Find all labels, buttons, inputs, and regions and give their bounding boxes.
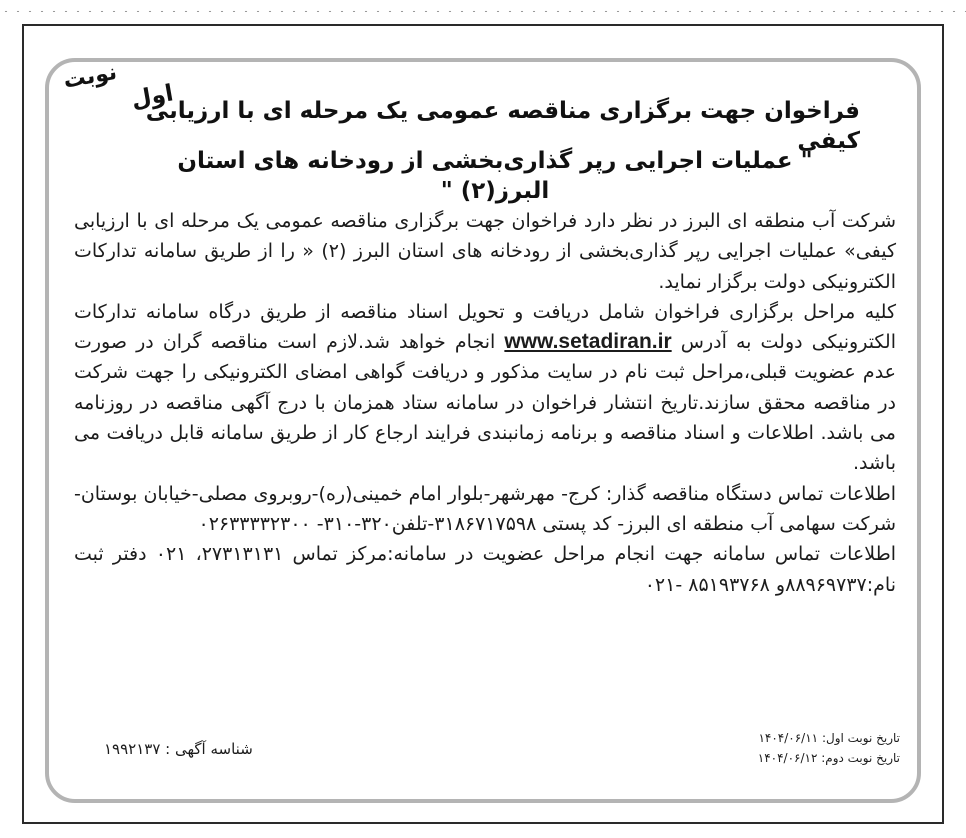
paragraph-contact-system: اطلاعات تماس سامانه جهت انجام مراحل عضویت در سامانه:مرکز تماس ۲۷۳۱۳۱۳۱، ۰۲۱ دفتر ثبت نام:۸۸۹۶۹۷۳۷و ۸۵۱۹۳۷۶۸ -۰۲۱ — [74, 543, 897, 596]
website-link[interactable]: www.setadiran.ir — [504, 330, 672, 354]
paragraph-contact-organizer: اطلاعات تماس دستگاه مناقصه گذار: کرج- مهرشهر-بلوار امام خمینی(ره)-روبروی مصلی-خیابان بوستان- شرکت سهامی آب منطقه ای البرز- کد پستی ۳۱۸۶۷۱۷۵۹۸-تلفن۳۲۰-۳۱۰- ۰۲۶۳۳۳۳۲۳۰۰ — [74, 482, 896, 535]
procedure-text-before: کلیه مراحل برگزاری فراخوان شامل دریافت و تحویل اسناد مناقصه از طریق درگاه سامانه تدارکات الکترونیکی دولت به آدرس — [74, 300, 896, 354]
stamp-word-first: اول — [129, 80, 176, 114]
second-publication-date: تاریخ نوبت دوم: ۱۴۰۴/۰۶/۱۲ — [757, 751, 900, 765]
paragraph-intro: شرکت آب منطقه ای البرز در نظر دارد فراخوان جهت برگزاری مناقصه عمومی یک مرحله ای با ارزیابی کیفی» عملیات اجرایی رپر گذاری‌بخشی از رودخانه های استان البرز (۲) « را از طریق سامانه تدارکات الکترونیکی دولت برگزار نماید. — [74, 210, 896, 293]
procedure-text-after: انجام خواهد شد.لازم است مناقصه گران در صورت عدم عضویت قبلی،مراحل ثبت نام در سایت مذکور و دریافت گواهی امضای الکترونیکی را جهت شرکت در مناقصه محقق سازند.تاریخ انتشار فراخوان در سامانه ستاد همزمان با درج آگهی مناقصه در روزنامه می باشد. اطلاعات و اسناد مناقصه و برنامه زمانبندی فرایند ارجاع کار از طریق سامانه قابل دریافت می باشد. — [74, 331, 896, 475]
ad-body — [74, 206, 896, 600]
ad-identifier: شناسه آگهی : ۱۹۹۲۱۳۷ — [104, 740, 253, 758]
ad-subtitle: " عملیات اجرایی رپر گذاری‌بخشی از رودخانه های استان البرز(۲) " — [177, 148, 813, 204]
paragraph-procedure — [74, 297, 896, 479]
first-publication-date: تاریخ نوبت اول: ۱۴۰۴/۰۶/۱۱ — [758, 731, 900, 745]
publication-dates — [758, 728, 900, 768]
ad-title: فراخوان جهت برگزاری مناقصه عمومی یک مرحله ای با ارزیابی کیفی — [145, 98, 860, 154]
dotted-separator — [0, 10, 966, 12]
stamp-word-turn: نوبت — [61, 59, 119, 94]
